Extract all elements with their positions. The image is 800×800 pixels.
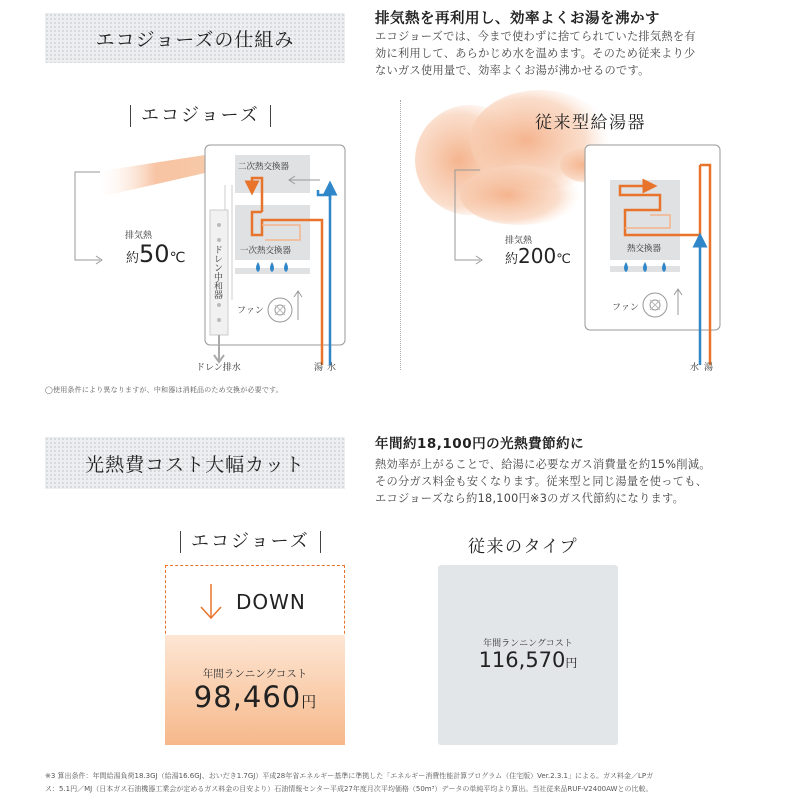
- eco-fan-label: ファン: [237, 306, 264, 316]
- eco-hot-label: 湯: [314, 363, 324, 373]
- eco-cost-value: 98,460: [193, 680, 302, 714]
- eco-exhaust-plume: [95, 155, 205, 198]
- eco-cost-label: [170, 527, 331, 553]
- cost-paragraph: [375, 456, 795, 507]
- eco-diagram-label: [120, 101, 281, 127]
- primary-exchanger-label: 一次熱交換器: [240, 246, 292, 256]
- secondary-exchanger-label: 二次熱交換器: [238, 162, 290, 172]
- conv-fan-label: ファン: [612, 303, 639, 313]
- conv-cost-amount: [438, 648, 618, 672]
- paragraph-line: ないガス使用量で、効率よくお湯が沸かせるのです。: [375, 64, 650, 77]
- neutralizer-note: ◯使用条件により異なりますが、中和器は消耗品のため交換が必要です。: [45, 386, 283, 394]
- conv-cost-caption: 年間ランニングコスト: [483, 639, 573, 649]
- conv-temp-unit: ℃: [556, 252, 571, 267]
- down-label: DOWN: [236, 590, 306, 614]
- drain-neutralizer-label: ドレン中和器: [212, 245, 222, 299]
- eco-cost-caption: 年間ランニングコスト: [202, 668, 308, 680]
- eco-temp-unit: ℃: [169, 250, 186, 266]
- conv-diagram-label: 従来型給湯器: [535, 113, 646, 133]
- footnote: [45, 770, 795, 796]
- eco-water-label: 水: [327, 363, 337, 373]
- section-title-text: エコジョーズの仕組み: [95, 28, 295, 51]
- conv-exchanger-label: 熱交換器: [627, 244, 662, 254]
- down-arrow-icon: [196, 582, 226, 622]
- conv-hot-label: 湯: [704, 363, 714, 373]
- conv-cost-label: 従来のタイプ: [468, 537, 579, 557]
- section-title-mechanism: [45, 13, 345, 63]
- mechanism-paragraph: [375, 28, 795, 79]
- paragraph-line: その分ガス料金も安くなります。従来型と同じ湯量を使っても、: [375, 475, 708, 488]
- footnote-line: ※3 算出条件：年間給湯負荷18.3GJ（給湯16.6GJ、おいだき1.7GJ）平成28年省エネルギー基準に準拠した「エネルギー消費性能計算プログラム（住宅版）Ver.2.3.1」による。ガス料金／LPガ: [45, 772, 654, 780]
- conventional-diagram: [400, 90, 800, 380]
- eco-cost-unit: 円: [301, 693, 317, 711]
- conv-exhaust-label: 排気熱: [505, 236, 533, 246]
- conv-temp: [505, 244, 571, 268]
- eco-exhaust-label: 排気熱: [125, 231, 153, 241]
- paragraph-line: エコジョーズでは、今まで使わずに捨てられていた排気熱を有: [375, 30, 696, 43]
- eco-diagram: [0, 125, 400, 380]
- eco-temp-prefix: 約: [126, 251, 140, 266]
- conv-water-label: 水: [690, 363, 700, 373]
- mechanism-heading: 排気熱を再利用し、効率よくお湯を沸かす: [375, 11, 660, 27]
- paragraph-line: 熱効率が上がることで、給湯に必要なガス消費量を約15%削減。: [375, 458, 711, 471]
- eco-temp-value: 50: [139, 240, 170, 268]
- conv-temp-prefix: 約: [505, 252, 519, 267]
- paragraph-line: 効に利用して、あらかじめ水を温めます。そのため従来より少: [375, 47, 696, 60]
- eco-label-text: エコジョーズ: [141, 105, 260, 126]
- cost-heading: 年間約18,100円の光熱費節約に: [375, 436, 585, 452]
- conv-cost-unit: 円: [565, 656, 578, 670]
- paragraph-line: エコジョーズなら約18,100円※3のガス代節約になります。: [375, 492, 685, 505]
- eco-cost-label-text: エコジョーズ: [191, 531, 310, 552]
- conv-temp-value: 200: [518, 244, 557, 268]
- section-title-cost: [45, 437, 345, 489]
- section-title-text: 光熱費コスト大幅カット: [85, 453, 305, 476]
- conv-cost-value: 116,570: [478, 648, 566, 672]
- footnote-line: ス：5.1円／MJ（日本ガス石油機器工業会が定めるガス料金の目安より）石油情報センター平成27年度月次平均価格（50m³）データの単純平均より算出。当社従来品RUF-V2400AWとの比較。: [45, 785, 653, 793]
- eco-temp: [126, 240, 185, 268]
- eco-cost-amount: [165, 680, 345, 714]
- drain-out-label: ドレン排水: [196, 363, 241, 373]
